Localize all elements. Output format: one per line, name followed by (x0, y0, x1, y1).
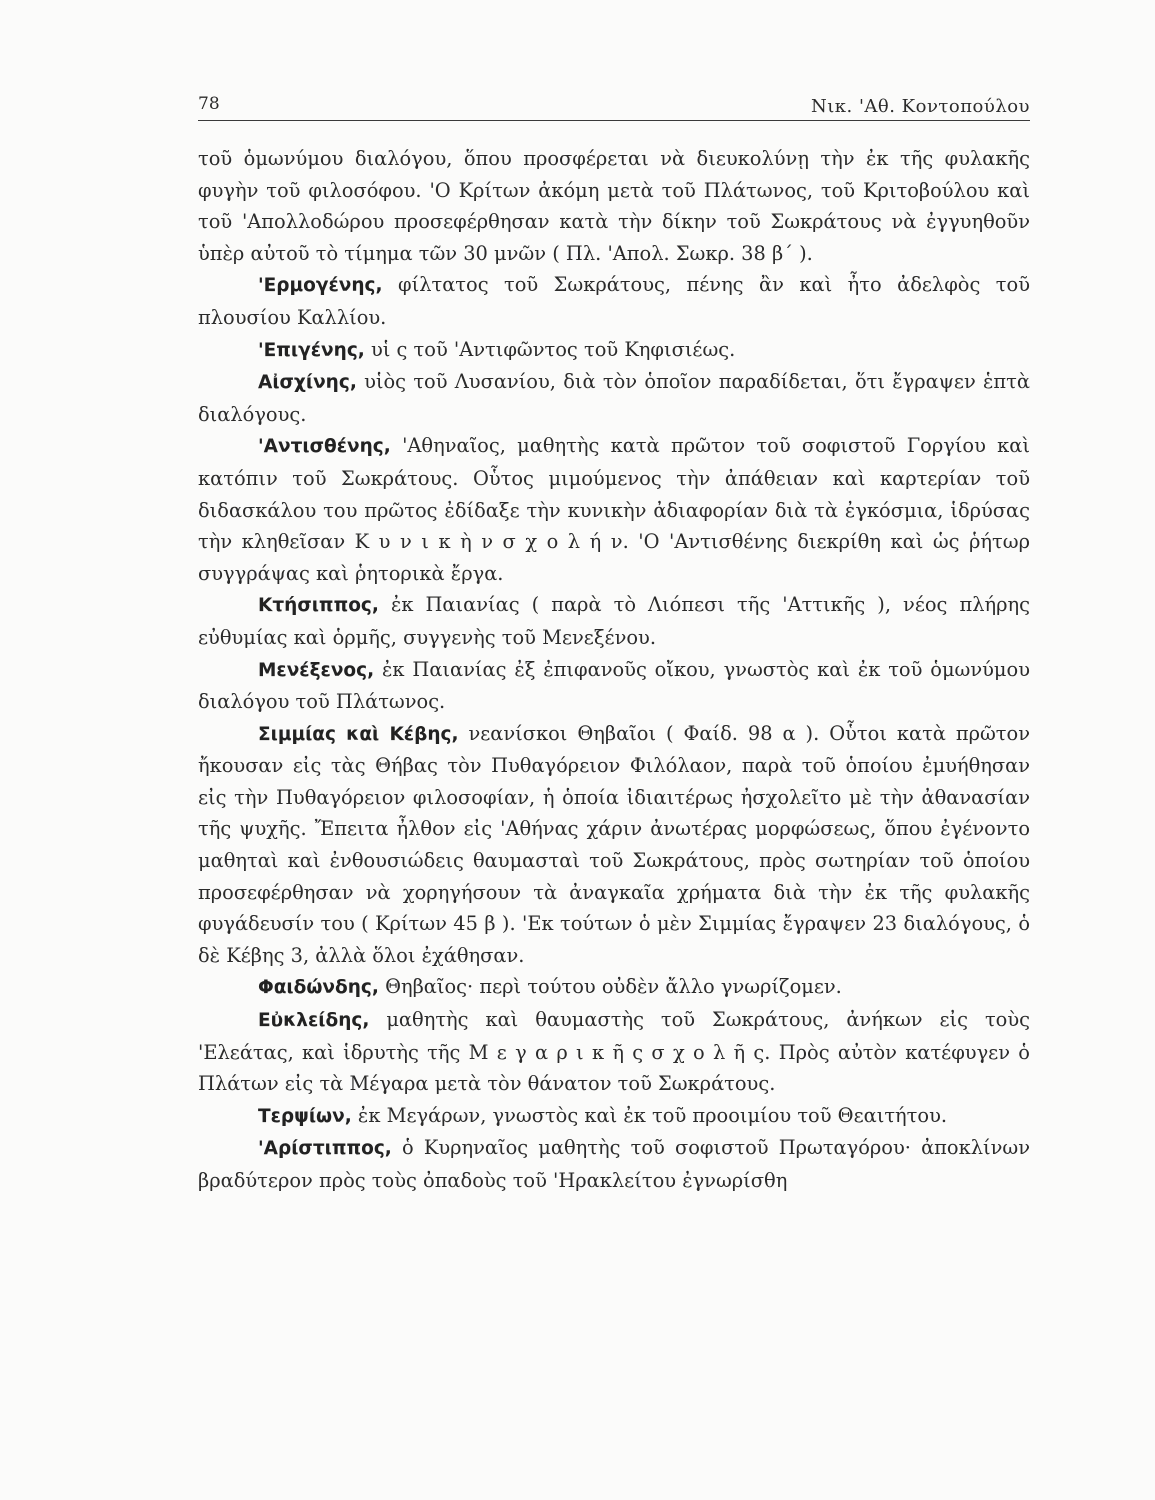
entry-antisthenes (198, 430, 1030, 589)
book-page (198, 86, 1030, 1416)
entry-hermogenes (198, 269, 1030, 333)
entry-name: Τερψίων, (258, 1105, 352, 1127)
entry-name: 'Επιγένης, (258, 339, 365, 361)
paragraph-continuation (198, 143, 1030, 269)
entry-text: Θηβαῖος· περὶ τούτου οὐδὲν ἄλλο γνωρίζομεν. (378, 975, 842, 999)
entry-text: φίλτατος τοῦ Σωκράτους, πένης ἂν καὶ ἦτο ἀδελφὸς τοῦ πλουσίου Καλλίου. (198, 273, 1030, 329)
entry-name: 'Ερμογένης, (258, 275, 383, 297)
entry-name: 'Αρίστιππος, (258, 1138, 392, 1160)
entry-menexenus (198, 654, 1030, 718)
entry-name: Σιμμίας καὶ Κέβης, (258, 723, 459, 745)
entry-text: νεανίσκοι Θηβαῖοι ( Φαίδ. 98 α ). Οὗτοι κατὰ πρῶτον ἤκουσαν εἰς τὰς Θήβας τὸν Πυθαγόρειον Φιλόλαον, παρὰ τοῦ ὁποίου ἐμυήθησαν εἰς τὴν Πυθαγόρειον φιλοσοφίαν, ἡ ὁποία ἰδιαιτέρως ἠσχολεῖτο μὲ τὴν ἀθανασίαν τῆς ψυχῆς. Ἔπειτα ἦλθον εἰς 'Αθήνας χάριν ἀνωτέρας μορφώσεως, ὅπου ἐγένοντο μαθηταὶ καὶ ἐνθουσιώδεις θαυμασταὶ τοῦ Σωκράτους, πρὸς σωτηρίαν τοῦ ὁποίου προσεφέρθησαν νὰ χορηγήσουν τὰ ἀναγκαῖα χρήματα διὰ τὴν ἐκ τῆς φυλακῆς φυγάδευσίν του ( Κρίτων 45 β ). 'Εκ τούτων ὁ μὲν Σιμμίας ἔγραψεν 23 διαλόγους, ὁ δὲ Κέβης 3, ἀλλὰ ὅλοι ἐχάθησαν. (198, 721, 1030, 967)
entry-name: 'Αντισθένης, (258, 436, 391, 458)
entry-text: υἱὸς τοῦ Λυσανίου, διὰ τὸν ὁποῖον παραδίδεται, ὅτι ἔγραψεν ἑπτὰ διαλόγους. (198, 370, 1030, 426)
body-text (198, 143, 1030, 1197)
entry-text: υἱ ς τοῦ 'Αντιφῶντος τοῦ Κηφισιέως. (364, 337, 736, 361)
entry-euclides (198, 1004, 1030, 1100)
entry-phaedondes (198, 971, 1030, 1004)
entry-aeschines (198, 366, 1030, 430)
entry-epigenes (198, 334, 1030, 367)
entry-text: ἐκ Μεγάρων, γνωστὸς καὶ ἐκ τοῦ προοιμίου τοῦ Θεαιτήτου. (351, 1103, 948, 1127)
entry-aristippus (198, 1132, 1030, 1196)
entry-name: Φαιδώνδης, (258, 977, 379, 999)
entry-text: ἐκ Παιανίας ἐξ ἐπιφανοῦς οἴκου, γνωστὸς καὶ ἐκ τοῦ ὁμωνύμου διαλόγου τοῦ Πλάτωνος. (198, 657, 1030, 714)
entry-text: μαθητὴς καὶ θαυμαστὴς τοῦ Σωκράτους, ἀνήκων εἰς τοὺς 'Ελεάτας, καὶ ἱδρυτὴς τῆς Μ ε γ α ρ ι κ ῆ ς σ χ ο λ ῆ ς. Πρὸς αὐτὸν κατέφυγεν ὁ Πλάτων εἰς τὰ Μέγαρα μετὰ τὸν θάνατον τοῦ Σωκράτους. (198, 1008, 1030, 1096)
running-header (198, 86, 1030, 121)
entry-name: Εὐκλείδης, (258, 1010, 370, 1032)
entry-text: ὁ Κυρηναῖος μαθητὴς τοῦ σοφιστοῦ Πρωταγόρου· ἀποκλίνων βραδύτερον πρὸς τοὺς ὀπαδοὺς τοῦ 'Ηρακλείτου ἐγνωρίσθη (198, 1136, 1030, 1192)
author-running-title: Νικ. 'Αθ. Κοντοπούλου (810, 96, 1030, 117)
entry-name: Κτήσιππος, (258, 595, 379, 617)
entry-text: 'Αθηναῖος, μαθητὴς κατὰ πρῶτον τοῦ σοφιστοῦ Γοργίου καὶ κατόπιν τοῦ Σωκράτους. Οὗτος μιμούμενος τὴν ἀπάθειαν καὶ καρτερίαν τοῦ διδασκάλου του πρῶτος ἐδίδαξε τὴν κυνικὴν ἀδιαφορίαν διὰ τὰ ἐγκόσμια, ἱδρύσας τὴν κληθεῖσαν Κ υ ν ι κ ὴ ν σ χ ο λ ή ν. 'Ο 'Αντισθένης διεκρίθη καὶ ὡς ῥήτωρ συγγράψας καὶ ῥητορικὰ ἔργα. (198, 434, 1030, 585)
entry-simmias-cebes (198, 718, 1030, 972)
entry-name: Αἰσχίνης, (258, 372, 357, 394)
entry-ctesippus (198, 589, 1030, 653)
page-number: 78 (198, 94, 220, 114)
entry-text: ἐκ Παιανίας ( παρὰ τὸ Λιόπεσι τῆς 'Αττικῆς ), νέος πλήρης εὐθυμίας καὶ ὁρμῆς, συγγενὴς τοῦ Μενεξένου. (198, 593, 1030, 649)
entry-name: Μενέξενος, (258, 659, 375, 681)
paragraph-text: τοῦ ὁμωνύμου διαλόγου, ὅπου προσφέρεται νὰ διευκολύνῃ τὴν ἐκ τῆς φυλακῆς φυγὴν τοῦ φιλοσόφου. 'Ο Κρίτων ἀκόμη μετὰ τοῦ Πλάτωνος, τοῦ Κριτοβούλου καὶ τοῦ 'Απολλοδώρου προσεφέρθησαν κατὰ τὴν δίκην τοῦ Σωκράτους νὰ ἐγγυηθοῦν ὑπὲρ αὐτοῦ τὸ τίμημα τῶν 30 μνῶν ( Πλ. 'Απολ. Σωκρ. 38 β΄ ). (198, 147, 1030, 265)
entry-terpsion (198, 1100, 1030, 1133)
